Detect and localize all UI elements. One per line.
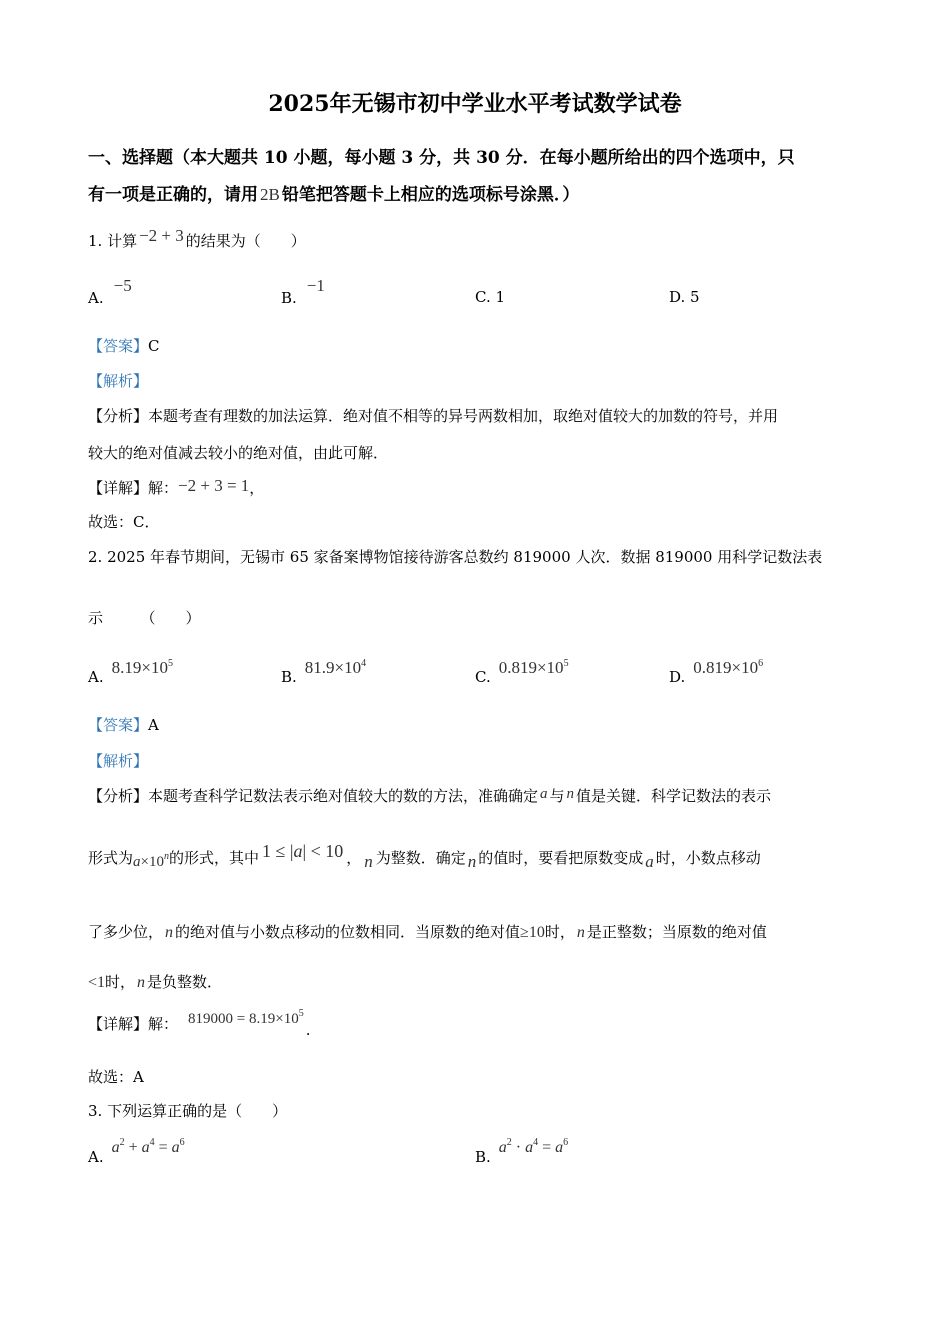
q3-option-b[interactable]: $B.a^2 \cdot a^4 = a^6$ [475,1137,569,1166]
q1-option-b[interactable]: B.−1 [281,276,325,307]
q2-stem-line2: 示 （ ） [88,609,201,627]
q1-answer: 【答案】C [88,337,160,355]
q2-option-b[interactable]: B. $81.9\times 10^4$ [281,658,367,686]
q1-analysis-tag: 【解析】 [88,372,149,390]
q2-choose: 故选：A [88,1068,144,1086]
q2-stem-line1: 2. 2025 年春节期间，无锡市 65 家备案博物馆接待游客总数约 819000 人次．数据 819000 用科学记数法表 [88,548,823,566]
q2-detail: 【详解】解： $819000 = 8.19\times 10^5$. [88,1008,311,1039]
page-title: 2025年无锡市初中学业水平考试数学试卷 [268,91,682,117]
q2-answer: 【答案】A [88,716,159,734]
q2-analysis-tag: 【解析】 [88,752,149,770]
q1-choose: 故选：C． [88,513,160,531]
q3-option-a[interactable]: $A.a^2 + a^4 = a^6$ [88,1137,185,1166]
q2-fenxi-line4: <1时， n 是负整数． [88,973,223,991]
q1-option-c[interactable]: C. 1 [475,288,506,306]
q1-detail: 【详解】解：−2 + 3 = 1， [88,476,265,497]
q1-fenxi-line1: 【分析】本题考查有理数的加法运算．绝对值不相等的异号两数相加，取绝对值较大的加数的符号，并用 [88,407,779,425]
section-heading-line2: 有一项是正确的，请用 2B 铅笔把答题卡上相应的选项标号涂黑．） [88,185,580,205]
q1-stem: 1. 计算 −2 + 3 的结果为（ ） [88,226,306,250]
section-heading-line1: 一、选择题（本大题共 10 小题，每小题 3 分，共 30 分．在每小题所给出的四个选项中，只 [88,148,795,168]
q2-option-a[interactable]: A. $8.19\times 10^5$ [88,658,173,686]
q3-stem: 3. 下列运算正确的是（ ） [88,1102,288,1120]
q2-option-d[interactable]: D. $0.819\times 10^6$ [669,658,764,686]
q2-option-c[interactable]: C. $0.819\times 10^5$ [475,658,569,686]
q2-fenxi-line2: 形式为$a\times 10^n$的形式，其中 1 ≤ |a| < 10 ， n 为整数．确定 n 的值时，要看把原数变成 a 时，小数点移动 [88,841,761,871]
q1-option-a[interactable]: A.−5 [88,276,132,307]
q1-option-d[interactable]: D. 5 [669,288,700,306]
q2-fenxi-line3: 了多少位， n 的绝对值与小数点移动的位数相同．当原数的绝对值≥10时， n 是正整数；当原数的绝对值 [88,923,767,941]
q1-fenxi-line2: 较大的绝对值减去较小的绝对值，由此可解． [88,444,389,462]
q2-fenxi-line1: 【分析】本题考查科学记数法表示绝对值较大的数的方法，准确确定 a 与 n 值是关键．科学记数法的表示 [88,786,772,805]
